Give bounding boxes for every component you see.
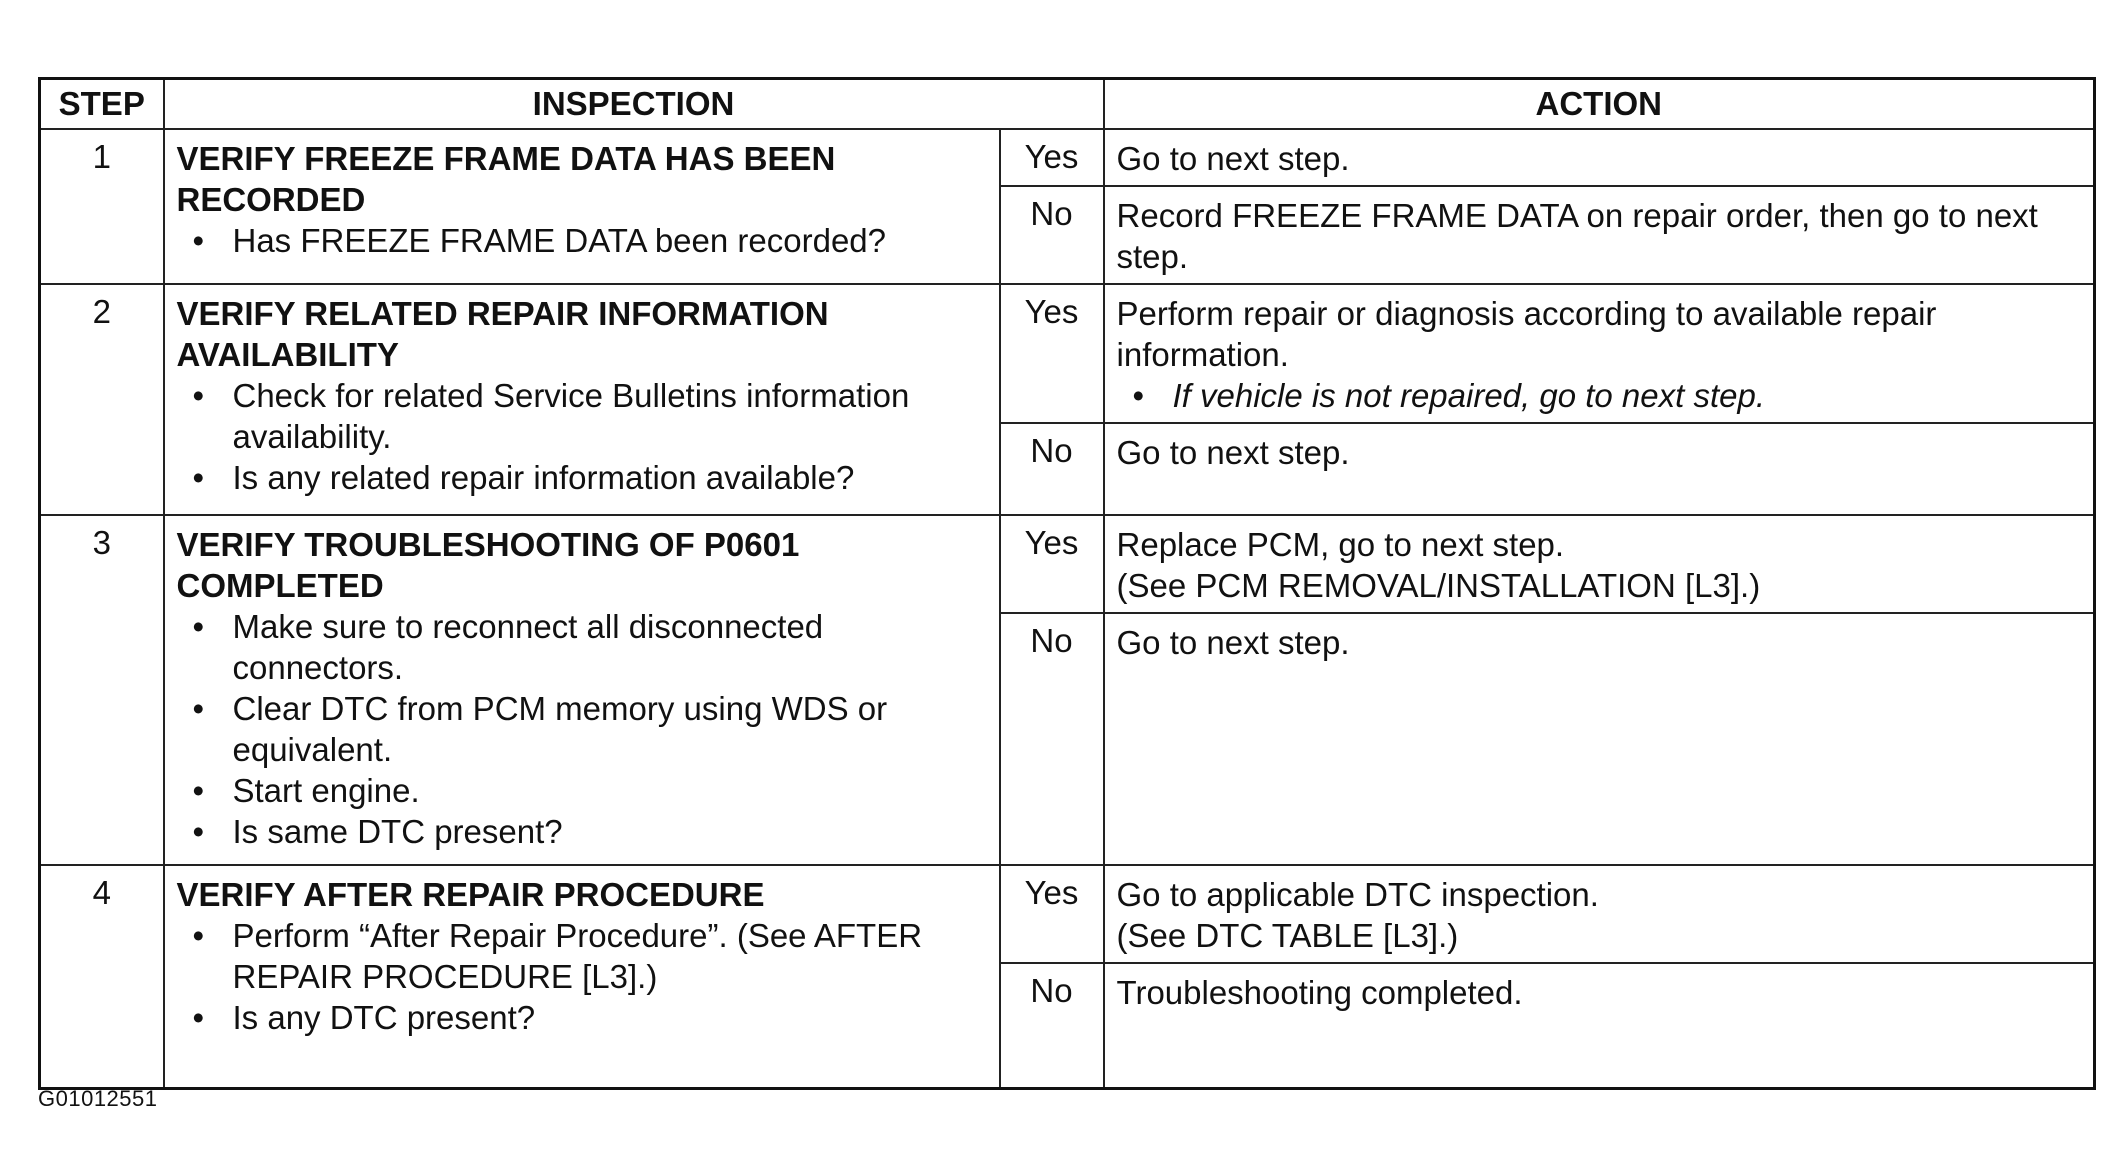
inspection-list <box>177 220 987 261</box>
inspection-item: • Is same DTC present? <box>233 811 987 852</box>
no-action <box>1104 613 2095 865</box>
no-action <box>1104 963 2095 1088</box>
inspection-item: • Start engine. <box>233 770 987 811</box>
action-text: Replace PCM, go to next step. <box>1116 526 1565 563</box>
inspection-item: • Has FREEZE FRAME DATA been recorded? <box>233 220 987 261</box>
inspection-item: • Perform “After Repair Procedure”. (See AFTER REPAIR PROCEDURE [L3].) <box>233 915 987 997</box>
table-row <box>40 865 2095 963</box>
header-inspection: INSPECTION <box>164 79 1104 130</box>
inspection-cell <box>164 284 1000 515</box>
no-label: No <box>1000 613 1104 865</box>
no-action <box>1104 186 2095 284</box>
no-label: No <box>1000 186 1104 284</box>
inspection-item: • Make sure to reconnect all disconnected connectors. <box>233 606 987 688</box>
action-text: Troubleshooting completed. <box>1116 974 1523 1011</box>
no-label: No <box>1000 963 1104 1088</box>
yes-action <box>1104 865 2095 963</box>
inspection-title: VERIFY AFTER REPAIR PROCEDURE <box>176 876 765 913</box>
table-row <box>40 515 2095 613</box>
inspection-cell <box>164 865 1000 1088</box>
action-text: Perform repair or diagnosis according to available repair information. <box>1116 295 1937 373</box>
inspection-list <box>177 915 987 1038</box>
action-text: Record FREEZE FRAME DATA on repair order, then go to next step. <box>1116 197 2038 275</box>
yes-action <box>1104 129 2095 186</box>
inspection-item: • Is any DTC present? <box>233 997 987 1038</box>
yes-label: Yes <box>1000 865 1104 963</box>
inspection-item: • Clear DTC from PCM memory using WDS or equivalent. <box>233 688 987 770</box>
action-text: Go to applicable DTC inspection. <box>1116 876 1599 913</box>
action-text: Go to next step. <box>1116 624 1350 661</box>
yes-action <box>1104 515 2095 613</box>
step-number: 2 <box>40 284 164 515</box>
action-note: • If vehicle is not repaired, go to next step. <box>1117 375 2082 416</box>
yes-action <box>1104 284 2095 423</box>
figure-id: G01012551 <box>38 1086 158 1111</box>
inspection-item: • Check for related Service Bulletins information availability. <box>233 375 987 457</box>
inspection-title: VERIFY RELATED REPAIR INFORMATION AVAILABILITY <box>176 295 829 373</box>
yes-label: Yes <box>1000 129 1104 186</box>
inspection-list <box>177 606 987 852</box>
inspection-cell <box>164 129 1000 284</box>
table-row <box>40 129 2095 186</box>
action-text: Go to next step. <box>1116 140 1350 177</box>
inspection-title: VERIFY TROUBLESHOOTING OF P0601 COMPLETED <box>176 526 800 604</box>
inspection-item: • Is any related repair information available? <box>233 457 987 498</box>
table-row <box>40 284 2095 423</box>
action-reference: (See DTC TABLE [L3].) <box>1116 917 1459 954</box>
header-row <box>40 79 2095 130</box>
action-reference: (See PCM REMOVAL/INSTALLATION [L3].) <box>1116 567 1761 604</box>
yes-label: Yes <box>1000 515 1104 613</box>
inspection-title: VERIFY FREEZE FRAME DATA HAS BEEN RECORDED <box>176 140 836 218</box>
step-number: 4 <box>40 865 164 1088</box>
yes-label: Yes <box>1000 284 1104 423</box>
step-number: 1 <box>40 129 164 284</box>
action-text: Go to next step. <box>1116 434 1350 471</box>
inspection-list <box>177 375 987 498</box>
header-step: STEP <box>40 79 164 130</box>
no-label: No <box>1000 423 1104 515</box>
header-action: ACTION <box>1104 79 2095 130</box>
no-action <box>1104 423 2095 515</box>
diagnostic-table <box>38 77 2096 1090</box>
step-number: 3 <box>40 515 164 865</box>
inspection-cell <box>164 515 1000 865</box>
